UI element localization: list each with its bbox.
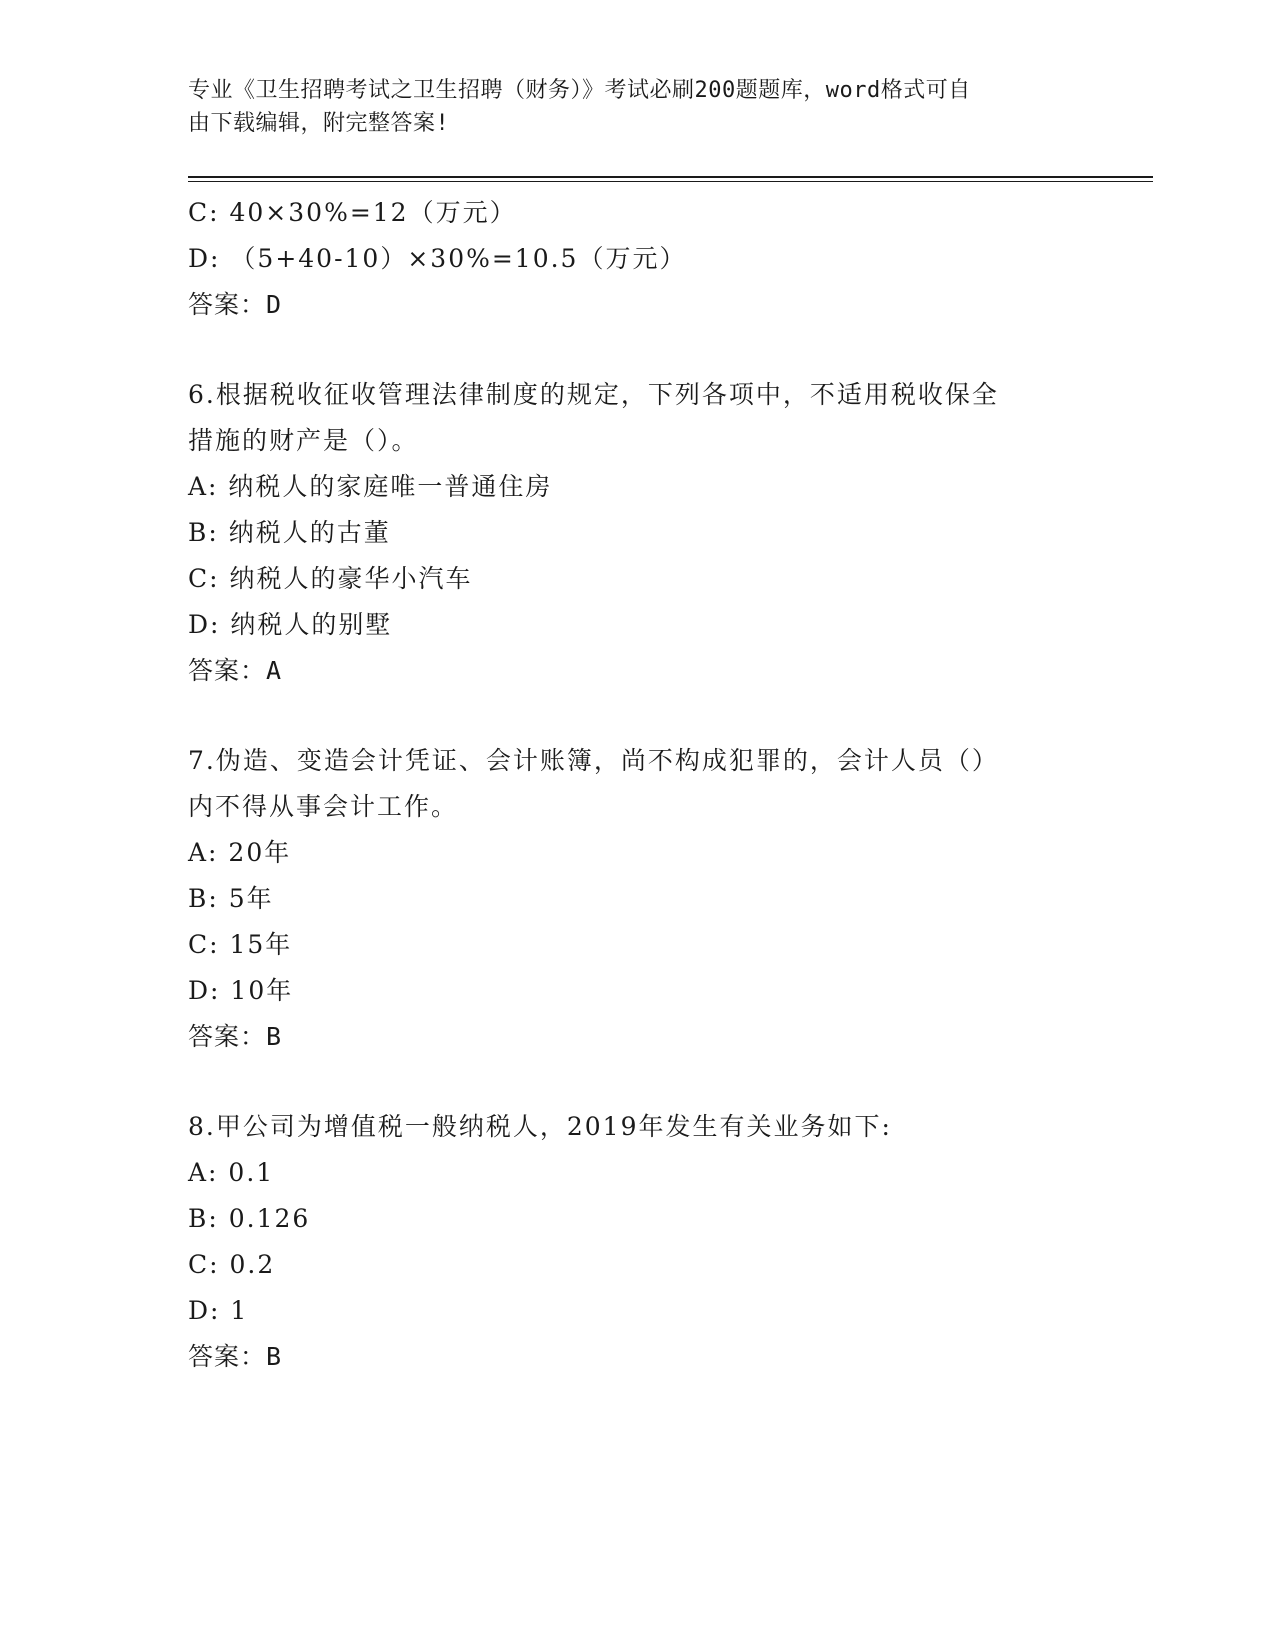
header-line-1: 专业《卫生招聘考试之卫生招聘（财务）》考试必刷200题题库，word格式可自	[188, 78, 971, 103]
answer-line: 答案：A	[188, 656, 283, 685]
option-d: D: 10年	[188, 976, 294, 1005]
option-c: C: 40×30%=12（万元）	[188, 198, 517, 227]
question-8	[188, 1104, 1088, 1380]
option-c: C: 15年	[188, 930, 293, 959]
answer-line: 答案：B	[188, 1342, 283, 1371]
question-spacer	[188, 328, 1088, 372]
question-7	[188, 738, 1088, 1060]
question-list	[188, 190, 1088, 1380]
answer-line: 答案：B	[188, 1022, 283, 1051]
option-b: B: 0.126	[188, 1204, 311, 1233]
question-stem-line-2: 内不得从事会计工作。	[188, 792, 459, 821]
question-stem-line-1: 8.甲公司为增值税一般纳税人，2019年发生有关业务如下:	[188, 1112, 892, 1141]
option-d: D: 纳税人的别墅	[188, 610, 393, 639]
option-d: D: 1	[188, 1296, 249, 1325]
option-a: A: 0.1	[188, 1158, 275, 1187]
answer-line: 答案：D	[188, 290, 283, 319]
question-spacer	[188, 694, 1088, 738]
question-6	[188, 372, 1088, 694]
option-b: B: 纳税人的古董	[188, 518, 391, 547]
question-stem-line-1: 7.伪造、变造会计凭证、会计账簿，尚不构成犯罪的，会计人员（）	[188, 746, 999, 775]
question-spacer	[188, 1060, 1088, 1104]
option-c: C: 0.2	[188, 1250, 276, 1279]
header-divider-thick	[188, 176, 1153, 178]
option-a: A: 纳税人的家庭唯一普通住房	[188, 472, 553, 501]
question-stem-line-2: 措施的财产是（）。	[188, 426, 419, 455]
document-header	[188, 74, 1068, 140]
option-b: B: 5年	[188, 884, 274, 913]
header-divider-thin	[188, 181, 1153, 182]
question-5-tail	[188, 190, 1088, 328]
question-stem-line-1: 6.根据税收征收管理法律制度的规定，下列各项中，不适用税收保全	[188, 380, 999, 409]
option-c: C: 纳税人的豪华小汽车	[188, 564, 473, 593]
option-d: D: （5+40-10）×30%=10.5（万元）	[188, 244, 687, 273]
header-line-2: 由下载编辑，附完整答案!	[188, 111, 450, 136]
option-a: A: 20年	[188, 838, 292, 867]
